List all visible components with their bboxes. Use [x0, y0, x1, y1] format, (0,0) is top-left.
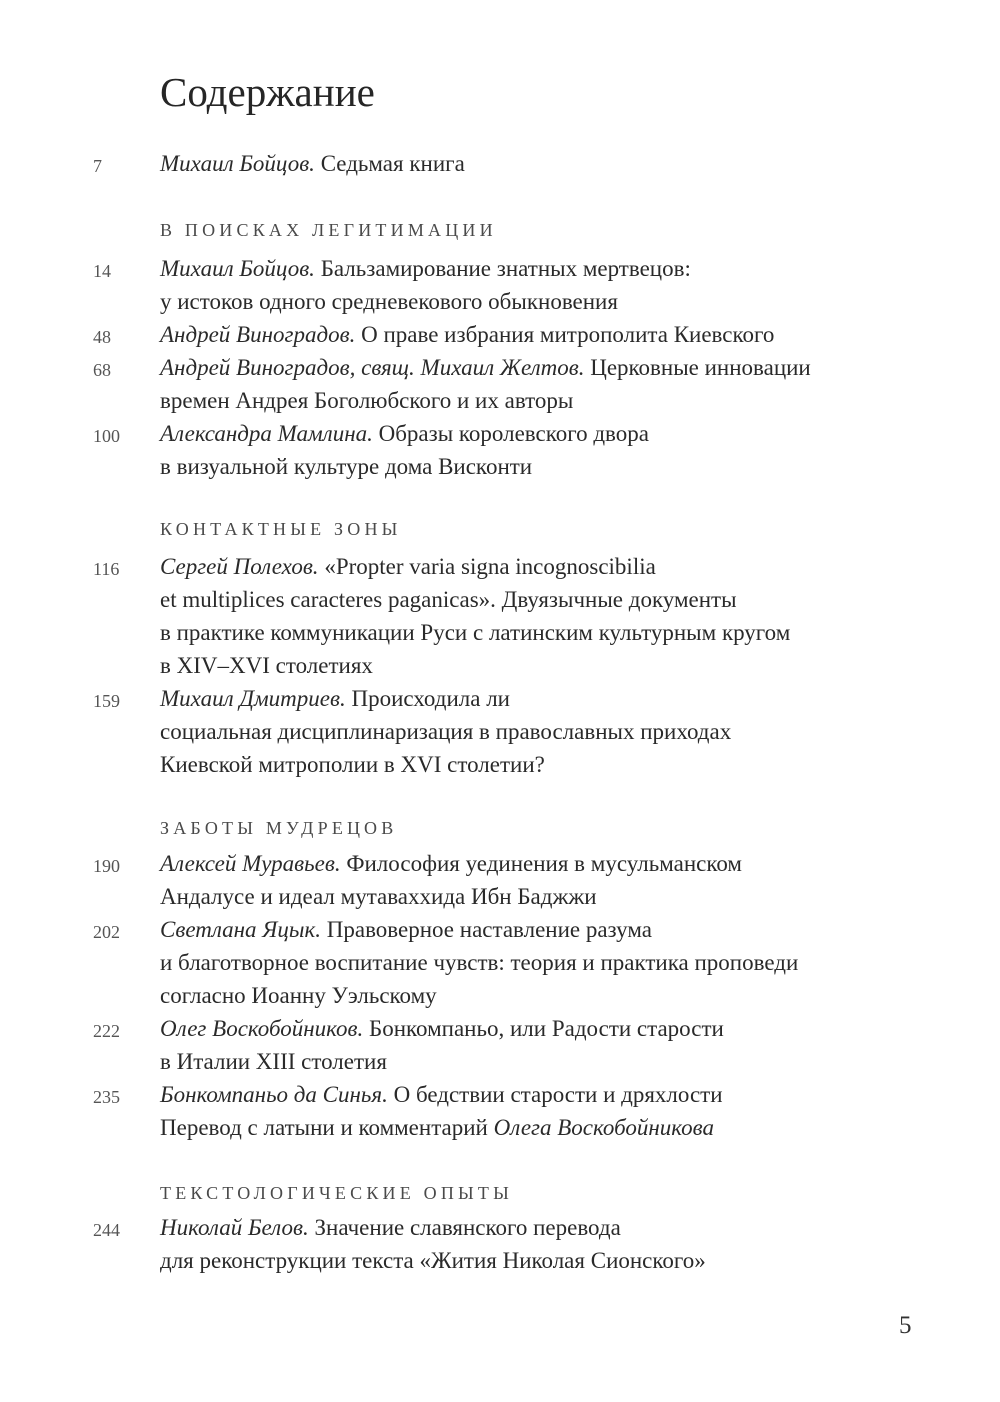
entry-text: [160, 913, 960, 1012]
entry-text: [160, 1012, 960, 1078]
entry-author: Михаил Бойцов.: [160, 256, 315, 281]
entry-title: О праве избрания митрополита Киевского: [355, 322, 775, 347]
entry-title: Философия уединения в мусульманском: [340, 851, 742, 876]
entry-text: [160, 1078, 960, 1144]
entry-title: Бонкомпаньо, или Радости старости: [363, 1016, 724, 1041]
entry-author: Николай Белов.: [160, 1215, 309, 1240]
entry-author: Михаил Бойцов.: [160, 151, 315, 176]
section-heading: КОНТАКТНЫЕ ЗОНЫ: [160, 519, 402, 539]
entry-title: Бальзамирование знатных мертвецов:: [314, 256, 691, 281]
page-title: Содержание: [160, 69, 375, 115]
entry-author: Алексей Муравьев.: [160, 851, 341, 876]
entry-title: Седьмая книга: [314, 151, 465, 176]
page-number: 190: [93, 856, 120, 876]
page-number: 48: [93, 327, 111, 347]
translator-name: Олега Воскобойникова: [493, 1115, 714, 1140]
entry-title: Значение славянского перевода: [308, 1215, 621, 1240]
entry-author: Андрей Виноградов, свящ. Михаил Желтов.: [160, 355, 585, 380]
section-heading: ЗАБОТЫ МУДРЕЦОВ: [160, 818, 398, 838]
entry-author: Михаил Дмитриев.: [160, 686, 346, 711]
entry-author: Андрей Виноградов.: [160, 322, 356, 347]
entry-text: [160, 847, 960, 913]
entry-text: [160, 147, 960, 180]
section-heading: В ПОИСКАХ ЛЕГИТИМАЦИИ: [160, 220, 497, 240]
section-heading: ТЕКСТОЛОГИЧЕСКИЕ ОПЫТЫ: [160, 1183, 514, 1203]
entry-title-line: Перевод с латыни и комментарий: [160, 1115, 494, 1140]
entry-author: Олег Воскобойников.: [160, 1016, 364, 1041]
entry-title-line: в XIV–XVI столетиях: [160, 653, 373, 678]
entry-title-line: Андалусе и идеал мутаваххида Ибн Баджжи: [160, 884, 597, 909]
entry-title: Происходила ли: [345, 686, 510, 711]
entry-title-line: и благотворное воспитание чувств: теория и практика проповеди: [160, 950, 799, 975]
entry-text: [160, 318, 960, 351]
page-number: 222: [93, 1021, 120, 1041]
entry-text: [160, 1211, 960, 1277]
entry-title-line: у истоков одного средневекового обыкновения: [160, 289, 618, 314]
entry-title-line: социальная дисциплинаризация в православных приходах: [160, 719, 732, 744]
entry-title: «Propter varia signa incognoscibilia: [318, 554, 656, 579]
entry-title-line: в визуальной культуре дома Висконти: [160, 454, 533, 479]
page-number: 159: [93, 691, 120, 711]
entry-author: Сергей Полехов.: [160, 554, 319, 579]
entry-text: [160, 252, 960, 318]
page-folio: 5: [899, 1312, 912, 1339]
entry-title-line: в практике коммуникации Руси с латинским культурным кругом: [160, 620, 791, 645]
entry-title-line: Киевской митрополии в XVI столетии?: [160, 752, 545, 777]
page-number: 7: [93, 156, 102, 176]
entry-title: Церковные инновации: [584, 355, 811, 380]
page-number: 235: [93, 1087, 120, 1107]
entry-title-line: согласно Иоанну Уэльскому: [160, 983, 437, 1008]
entry-text: [160, 351, 960, 417]
entry-title-line: в Италии XIII столетия: [160, 1049, 387, 1074]
entry-text: [160, 417, 960, 483]
entry-title-line: для реконструкции текста «Жития Николая Сионского»: [160, 1248, 706, 1273]
entry-author: Александра Мамлина.: [160, 421, 373, 446]
entry-title-line: времен Андрея Боголюбского и их авторы: [160, 388, 574, 413]
entry-author: Бонкомпаньо да Синья.: [160, 1082, 388, 1107]
entry-text: [160, 682, 960, 781]
entry-title: Правоверное наставление разума: [321, 917, 652, 942]
entry-author: Светлана Яцык.: [160, 917, 322, 942]
entry-title: Образы королевского двора: [372, 421, 649, 446]
page-number: 68: [93, 360, 111, 380]
page-number: 116: [93, 559, 120, 579]
page-number: 100: [93, 426, 120, 446]
entry-title: О бедствии старости и дряхлости: [387, 1082, 723, 1107]
entry-title-line: et multiplices caracteres paganicas». Двуязычные документы: [160, 587, 737, 612]
page-number: 14: [93, 261, 111, 281]
page-number: 202: [93, 922, 120, 942]
entry-text: [160, 550, 960, 682]
page-number: 244: [93, 1220, 120, 1240]
